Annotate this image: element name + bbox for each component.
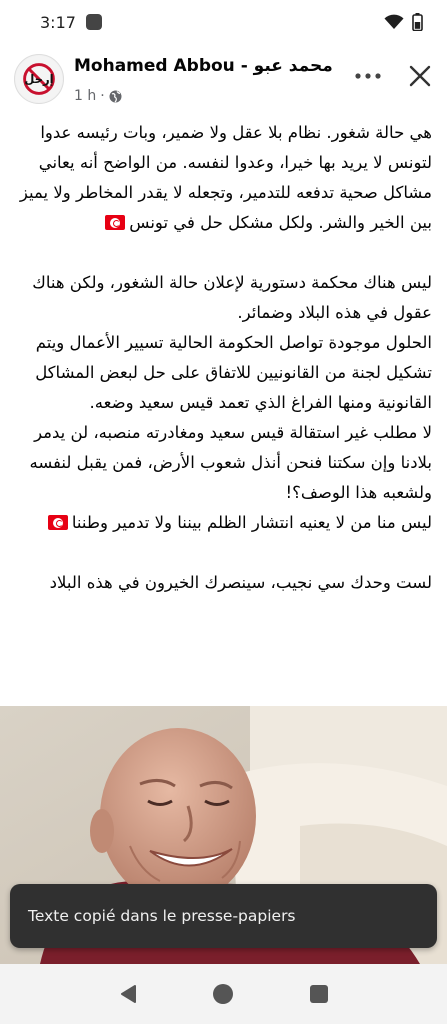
status-left (40, 13, 102, 32)
toast-text: Texte copié dans le presse-papiers (28, 907, 296, 925)
globe-icon (109, 90, 122, 103)
nav-home-button[interactable] (203, 974, 243, 1014)
toast-message (10, 884, 437, 948)
wifi-icon (384, 14, 404, 30)
post-meta (74, 88, 122, 104)
tunisia-flag-icon (105, 215, 125, 230)
paragraph-gap (14, 238, 432, 268)
nav-back-button[interactable] (108, 974, 148, 1014)
more-options-button[interactable] (348, 58, 388, 94)
post-paragraph: هي حالة شغور. نظام بلا عقل ولا ضمير، وبات رئيسه عدوا لتونس لا يريد بها خيرا، وعدوا لنفسه. من الواضح أنه يعاني مشاكل صحية تدفعه للتدمير، وتجعله لا يقدر المخاطر ولا يميز بين الخير والشر. ولكل مشكل حل في تونس (19, 123, 432, 232)
status-bar (0, 0, 447, 44)
post-paragraph: لا مطلب غير استقالة قيس سعيد ومغادرته منصبه، لن يدمر بلادنا وإن سكتنا فنحن أنذل شعوب الأرض، فمن يقبل لنفسه ولشعبه هذا الوصف؟! (29, 423, 432, 502)
post-paragraph: لست وحدك سي نجيب، سينصرك الخيرون في هذه البلاد (49, 573, 432, 592)
tunisia-flag-icon (48, 515, 68, 530)
paragraph-gap (14, 538, 432, 568)
nav-recents-icon (309, 984, 329, 1004)
close-button[interactable] (400, 56, 440, 96)
more-horizontal-icon (355, 73, 381, 79)
nav-home-icon (212, 983, 234, 1005)
post-header (0, 44, 447, 116)
svg-text:إرحل: إرحل (24, 71, 54, 86)
close-icon (409, 65, 431, 87)
post-time[interactable]: 1 h (74, 88, 97, 104)
post-paragraph: ليس منا من لا يعنيه انتشار الظلم بيننا ولا تدمير وطننا (14, 508, 432, 538)
post-body (14, 118, 432, 598)
app-notification-icon (86, 14, 102, 30)
post-paragraph: ليس هناك محكمة دستورية لإعلان حالة الشغور، ولكن هناك عقول في هذه البلاد وضمائر. (32, 273, 432, 322)
avatar[interactable] (14, 54, 64, 104)
meta-separator: · (100, 88, 105, 104)
battery-icon (412, 13, 423, 31)
nav-back-icon (119, 984, 137, 1004)
post-author[interactable]: Mohamed Abbou - محمد عبو (74, 56, 333, 76)
navigation-bar (0, 964, 447, 1024)
status-right (384, 13, 423, 31)
status-time: 3:17 (40, 12, 76, 32)
avatar-logo (15, 54, 63, 104)
nav-recents-button[interactable] (299, 974, 339, 1014)
post-paragraph: الحلول موجودة تواصل الحكومة الحالية تسيير الأعمال ويتم تشكيل لجنة من القانونيين للاتفاق على حل لبعض المشاكل القانونية ومنها الفراغ الذي تعمد قيس سعيد وضعه. (35, 333, 432, 412)
